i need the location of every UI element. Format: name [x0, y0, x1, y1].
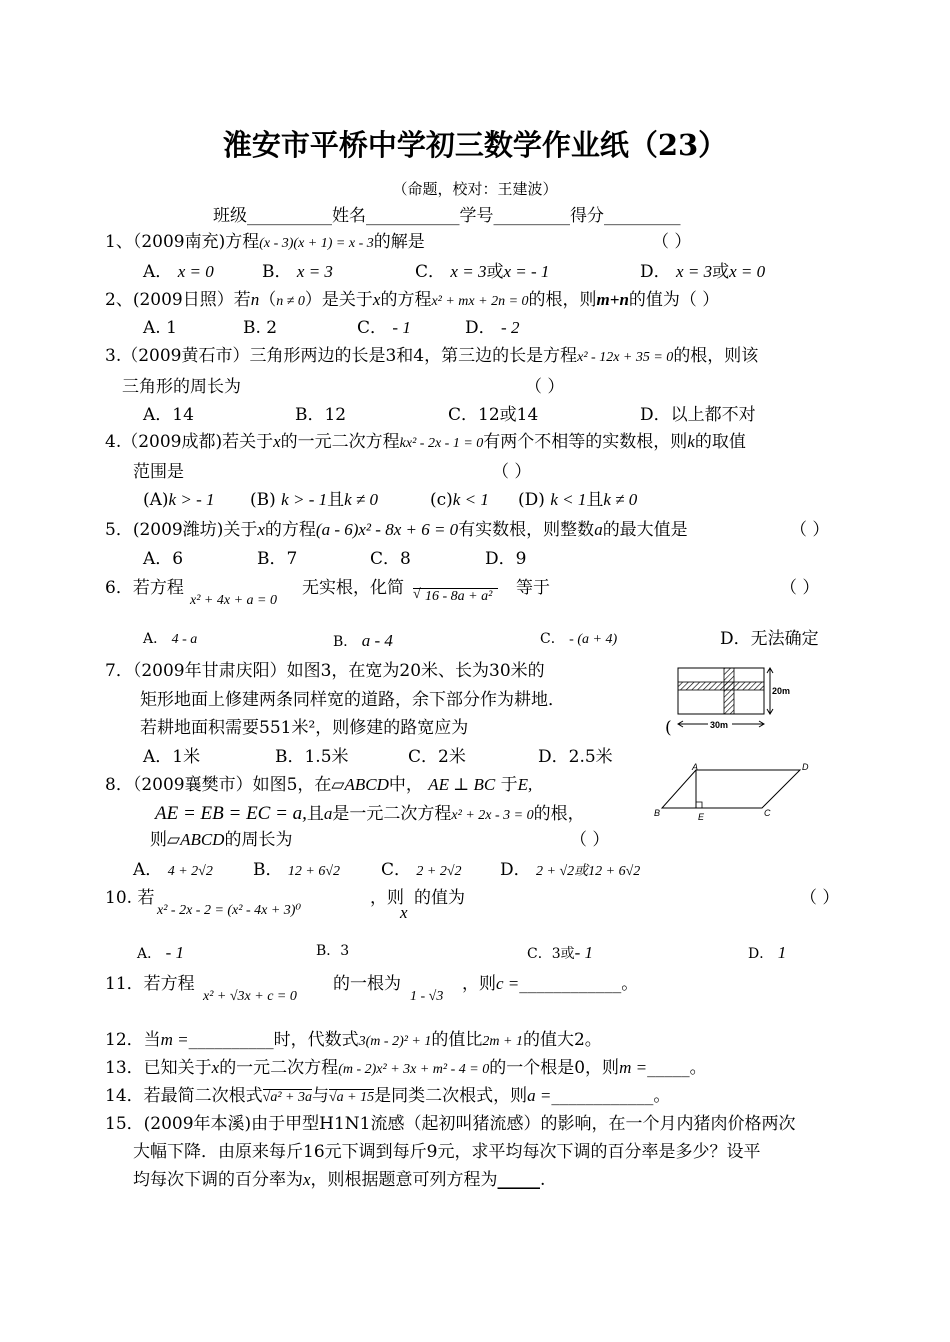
- question-12: 12．当m =__________时，代数式3(m - 2)² + 1的值比2m + 1的值大2。: [105, 1030, 602, 1050]
- q10-x: x: [400, 903, 408, 922]
- q11-mid: 的一根为: [333, 974, 401, 994]
- answer-paren: （ ）: [800, 888, 840, 908]
- question-10-stem: 10. 若: [105, 888, 155, 908]
- answer-paren: （ ）: [570, 830, 610, 850]
- question-8-line-2: AE = EB = EC = a,且a是一元二次方程x² + 2x - 3 = 0的根，: [155, 803, 585, 824]
- q10-option-a: A． - 1: [137, 943, 184, 962]
- q11-equation: x² + √3x + c = 0: [203, 989, 297, 1004]
- horizontal-road: [678, 682, 764, 690]
- q6-option-b: B． a - 4: [333, 631, 393, 650]
- question-5: 5．(2009潍坊)关于x的方程(a - 6)x² - 8x + 6 = 0有实数根，则整数a的最大值是: [105, 520, 688, 540]
- q5-option-c: C．8: [370, 549, 411, 569]
- q7-option-b: B．1.5米: [275, 747, 349, 767]
- point-e-label: E: [698, 812, 705, 822]
- q11-root: 1 - √3: [410, 989, 444, 1004]
- q6-radical: √ 16 - 8a + a²: [413, 588, 498, 606]
- width-label: 30m: [710, 720, 729, 730]
- q6-option-d: D．无法确定: [720, 629, 819, 649]
- q4-option-c: (c)k < 1: [430, 490, 489, 510]
- parallelogram-abcd: [662, 770, 800, 808]
- question-3: 3.（2009黄石市）三角形两边的长是3和4，第三边的长是方程x² - 12x + 35 = 0的根，则该: [105, 346, 759, 366]
- vertex-d-label: D: [802, 762, 809, 772]
- q3-option-a: A．14: [143, 405, 194, 425]
- q1-option-d: D． x = 3或x = 0: [640, 262, 766, 282]
- q10-mid: ，则: [370, 888, 404, 908]
- q10-option-b: B．3: [316, 943, 350, 959]
- q5-option-b: B．7: [257, 549, 298, 569]
- q3-option-c: C．12或14: [448, 405, 539, 425]
- q10-equation: x² - 2x - 2 = (x² - 4x + 3)⁰: [157, 903, 302, 918]
- question-15-line-2: 大幅下降．由原来每斤16元下调到每斤9元，求平均每次下调的百分率是多少？设平: [133, 1142, 761, 1162]
- q1-option-b: B． x = 3: [262, 262, 333, 282]
- q7-option-d: D．2.5米: [538, 747, 613, 767]
- field-rectangle: [678, 668, 764, 714]
- vertex-a-label: A: [692, 762, 699, 772]
- page-subtitle: （命题，校对：王建波）: [392, 180, 558, 198]
- q11-tail: ，则c =____________。: [462, 974, 639, 994]
- question-13: 13．已知关于x的一元二次方程(m - 2)x² + 3x + m² - 4 = 0的一个根是0，则m =_____。: [105, 1058, 707, 1078]
- page-title: 淮安市平桥中学初三数学作业纸（23）: [222, 128, 728, 162]
- q4-option-b: (B) k > - 1且k ≠ 0: [250, 490, 378, 510]
- question-2: 2、(2009日照）若n（n ≠ 0）是关于x的方程x² + mx + 2n = 0的根，则m+n的值为（ ）: [105, 290, 720, 310]
- q2-option-c: C． - 1: [357, 318, 411, 338]
- q1-option-a: A． x = 0: [143, 262, 214, 282]
- student-info-line: 班级__________姓名___________学号_________得分_________: [213, 206, 681, 226]
- question-7-line-2: 矩形地面上修建两条同样宽的道路，余下部分作为耕地．: [140, 690, 565, 710]
- answer-paren: （ ）: [780, 578, 820, 598]
- q4-option-a: (A)k > - 1: [143, 490, 215, 510]
- question-8-line-3: 则▱ABCD的周长为: [150, 830, 293, 850]
- q7-option-c: C．2米: [408, 747, 466, 767]
- q7-road-figure: [672, 664, 792, 732]
- q8-parallelogram-figure: [650, 762, 820, 828]
- q2-option-d: D． - 2: [465, 318, 520, 338]
- question-11-stem: 11．若方程: [105, 974, 195, 994]
- q10-option-d: D． 1: [748, 943, 787, 962]
- q10-option-c: C．3或- 1: [527, 943, 594, 962]
- q5-option-a: A．6: [143, 549, 184, 569]
- question-14: 14．若最简二次根式√a² + 3a与√a + 15是同类二次根式，则a =____________。: [105, 1086, 671, 1106]
- right-angle-mark: [696, 802, 702, 808]
- question-4-line-2: 范围是: [133, 462, 184, 482]
- question-8-line-1: 8．（2009襄樊市）如图5，在▱ABCD中， AE ⊥ BC 于E,: [105, 775, 533, 795]
- q5-option-d: D．9: [485, 549, 527, 569]
- q6-option-a: A． 4 - a: [143, 631, 198, 647]
- answer-paren: （ ）: [652, 232, 692, 252]
- question-15-line-1: 15．(2009年本溪)由于甲型H1N1流感（起初叫猪流感）的影响，在一个月内猪肉价格两次: [105, 1114, 796, 1134]
- question-6-stem: 6．若方程: [105, 578, 184, 598]
- q6-mid-text: 无实根，化简: [302, 578, 404, 598]
- q7-option-a: A．1米: [143, 747, 201, 767]
- q8-option-a: A． 4 + 2√2: [133, 860, 213, 880]
- q8-option-c: C． 2 + 2√2: [381, 860, 462, 880]
- question-1: 1、（2009南充)方程(x - 3)(x + 1) = x - 3的解是: [105, 232, 425, 252]
- q3-option-b: B．12: [295, 405, 347, 425]
- q1-option-c: C． x = 3或x = - 1: [415, 262, 550, 282]
- q8-option-b: B． 12 + 6√2: [253, 860, 341, 880]
- vertical-road: [724, 668, 734, 714]
- answer-paren: (: [665, 718, 672, 738]
- vertex-b-label: B: [654, 808, 661, 818]
- q4-option-d: (D) k < 1且k ≠ 0: [518, 490, 638, 510]
- height-label: 20m: [772, 686, 791, 696]
- question-7-line-3: 若耕地面积需要551米²，则修建的路宽应为: [140, 718, 469, 738]
- answer-paren: （ ）: [492, 462, 532, 482]
- question-7-line-1: 7．（2009年甘肃庆阳）如图3，在宽为20米、长为30米的: [105, 661, 545, 681]
- q6-option-c: C． - (a + 4): [540, 631, 618, 647]
- q3-option-d: D．以上都不对: [640, 405, 756, 425]
- q6-equation: x² + 4x + a = 0: [190, 593, 277, 608]
- answer-paren: （ ）: [525, 377, 565, 397]
- q8-option-d: D． 2 + √2或12 + 6√2: [500, 860, 641, 880]
- vertex-c-label: C: [764, 808, 771, 818]
- q6-tail: 等于: [516, 578, 550, 598]
- q10-tail: 的值为: [414, 888, 465, 908]
- question-3-line-2: 三角形的周长为: [122, 377, 241, 397]
- question-15-line-3: 均每次下调的百分率为x，则根据题意可列方程为_____.: [133, 1170, 546, 1190]
- answer-paren: （ ）: [790, 520, 830, 540]
- q2-option-a: A. 1: [143, 318, 177, 338]
- question-4: 4.（2009成都)若关于x的一元二次方程kx² - 2x - 1 = 0有两个不相等的实数根，则k的取值: [105, 432, 746, 452]
- q2-option-b: B. 2: [243, 318, 278, 338]
